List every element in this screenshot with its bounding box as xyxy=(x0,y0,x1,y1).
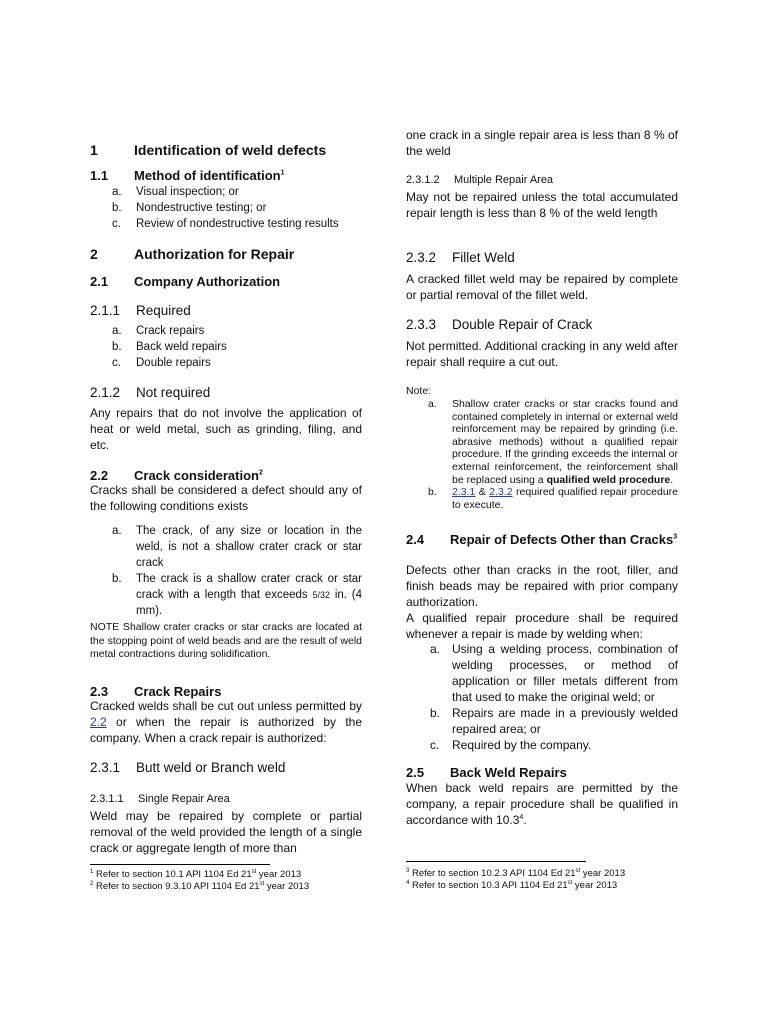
section-2-1-1-heading: 2.1.1 Required xyxy=(90,303,191,318)
section-2-1-2-heading: 2.1.2 Not required xyxy=(90,385,211,400)
required-authorization-list xyxy=(90,323,362,371)
footnote-divider xyxy=(406,861,586,862)
list-item: b. Repairs are made in a previously welded repaired area; or xyxy=(430,706,678,736)
continued-paragraph: one crack in a single repair area is less than 8 % of the weld xyxy=(406,128,678,158)
section-1-1-heading: 1.1 Method of identification$^1$ xyxy=(90,168,285,183)
section-2-3-2-link[interactable]: 2.3.2 xyxy=(489,486,513,499)
crack-consideration-paragraph: Cracks shall be considered a defect should any of the following conditions exists xyxy=(90,483,362,513)
list-item: c. Required by the company. xyxy=(430,738,592,752)
list-item: b. Back weld repairs xyxy=(112,341,227,353)
section-2-3-2-heading: 2.3.2 Fillet Weld xyxy=(406,250,515,265)
section-1-heading: 1 Identification of weld defects xyxy=(90,142,327,158)
footnote-divider xyxy=(90,864,270,865)
list-item: a. Shallow crater cracks or star cracks found and contained completely in internal or external weld reinforcement may be repaired by grinding (i.e. abrasive methods) without a qualified repair procedure. If the grinding exceeds the internal or external reinforcement, the reinforcement shall be replaced using a qualified weld procedure. xyxy=(428,398,678,486)
section-2-3-1-link[interactable]: 2.3.1 xyxy=(452,486,476,499)
list-item: c. Review of nondestructive testing results xyxy=(112,218,339,230)
qualified-procedure-paragraph: A qualified repair procedure shall be required whenever a repair is made by welding when: xyxy=(406,611,678,641)
section-2-2-link[interactable]: 2.2 xyxy=(90,715,107,729)
crack-repairs-paragraph: Cracked welds shall be cut out unless permitted by 2.2 or when the repair is authorized by the company. When a crack repair is authorized: xyxy=(90,699,362,745)
list-item: a. The crack, of any size or location in the weld, is not a shallow crater crack or star crack xyxy=(112,525,362,569)
section-2-3-heading: 2.3 Crack Repairs xyxy=(90,684,222,699)
not-required-paragraph: Any repairs that do not involve the application of heat or weld metal, such as grinding, filing, and etc. xyxy=(90,406,362,452)
footnote-4: $^4$ Refer to section 10.3 API 1104 Ed 21st year 2013 xyxy=(406,879,618,891)
list-item: a. Crack repairs xyxy=(112,325,205,337)
shallow-crater-note: NOTE Shallow crater cracks or star cracks are located at the stopping point of weld beads and are the result of weld metal contractions during solidification. xyxy=(90,621,362,660)
section-2-5-heading: 2.5 Back Weld Repairs xyxy=(406,765,567,780)
other-defects-paragraph: Defects other than cracks in the root, filler, and finish beads may be repaired with prior company authorization. xyxy=(406,563,678,609)
multiple-repair-area-paragraph: May not be repaired unless the total accumulated repair length is less than 8 % of the weld length xyxy=(406,190,678,220)
note-label: Note: xyxy=(406,385,432,397)
footnote-3: $^3$ Refer to section 10.2.3 API 1104 Ed 21st year 2013 xyxy=(406,867,626,879)
section-2-1-heading: 2.1 Company Authorization xyxy=(90,274,281,289)
list-item: b. Nondestructive testing; or xyxy=(112,202,267,214)
section-2-heading: 2 Authorization for Repair xyxy=(90,246,295,262)
list-item: b. 2.3.1 & 2.3.2 required qualified repair procedure to execute. xyxy=(428,486,679,511)
section-2-3-1-1-heading: 2.3.1.1 Single Repair Area xyxy=(90,793,230,805)
footnote-1: $^1$ Refer to section 10.1 API 1104 Ed 21st year 2013 xyxy=(90,868,302,880)
back-weld-repairs-paragraph: When back weld repairs are permitted by the company, a repair procedure shall be qualified in accordance with 10.3$^4$. xyxy=(406,781,678,827)
list-item: a. Using a welding process, combination of welding processes, or method of application or filler metals different from that used to make the original weld; or xyxy=(430,642,678,704)
section-2-4-heading: 2.4 Repair of Defects Other than Cracks$^3$ xyxy=(406,532,678,547)
identification-methods-list xyxy=(90,184,362,232)
single-repair-area-paragraph: Weld may be repaired by complete or partial removal of the weld provided the length of a single crack or aggregate length of more than xyxy=(90,809,362,855)
note-list xyxy=(406,398,678,511)
section-2-2-heading: 2.2 Crack consideration$^2$ xyxy=(90,468,263,483)
list-item: a. Visual inspection; or xyxy=(112,186,239,198)
repair-procedure-conditions-list xyxy=(406,641,678,753)
crack-conditions-list xyxy=(90,523,362,619)
section-2-3-1-heading: 2.3.1 Butt weld or Branch weld xyxy=(90,760,286,775)
fillet-weld-paragraph: A cracked fillet weld may be repaired by complete or partial removal of the fillet weld. xyxy=(406,272,678,302)
double-repair-paragraph: Not permitted. Additional cracking in any weld after repair shall require a cut out. xyxy=(406,339,678,369)
section-2-3-1-2-heading: 2.3.1.2 Multiple Repair Area xyxy=(406,174,554,186)
list-item: c. Double repairs xyxy=(112,357,211,369)
list-item: b. The crack is a shallow crater crack or star crack with a length that exceeds 5/32 in. (4 mm). xyxy=(112,573,362,617)
section-2-3-3-heading: 2.3.3 Double Repair of Crack xyxy=(406,317,593,332)
footnote-2: $^2$ Refer to section 9.3.10 API 1104 Ed 21st year 2013 xyxy=(90,880,310,892)
